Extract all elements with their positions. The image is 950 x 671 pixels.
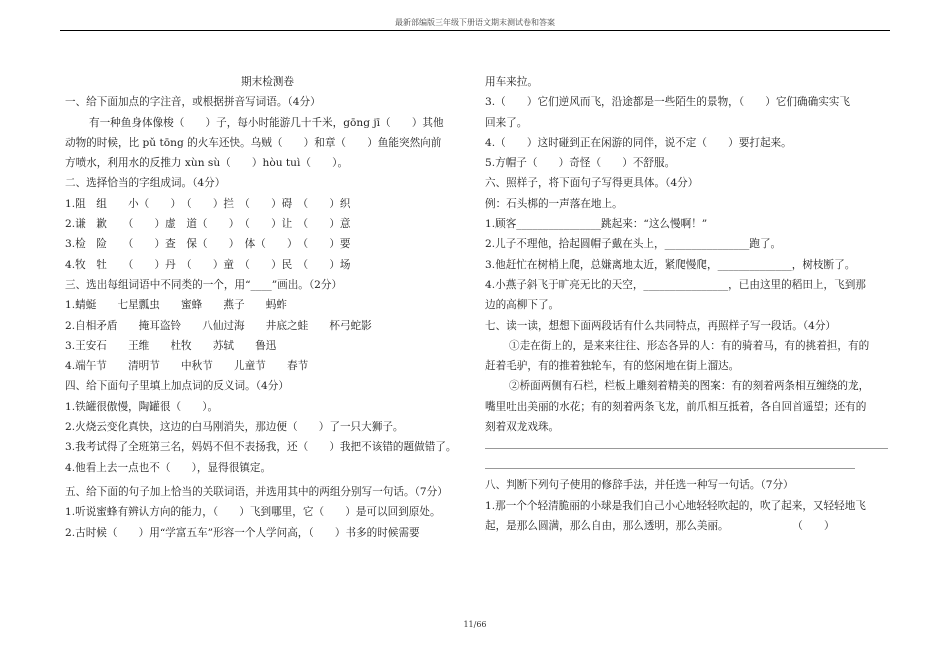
text-line: 2.儿子不理他，拾起圆帽子戴在头上，________________跑了。 xyxy=(485,238,782,251)
answer-line xyxy=(485,468,855,469)
text-line: 方喷水，利用水的反推力 xùn sù（ ）hòu tuì（ ）。 xyxy=(65,157,349,170)
text-line: 三、选出每组词语中不同类的一个，用“____”画出。（2分） xyxy=(65,278,343,291)
text-line: 边的高柳下了。 xyxy=(485,299,560,312)
text-line: ①走在街上的，是来来往往、形态各异的人：有的骑着马，有的挑着担，有的 xyxy=(509,339,870,352)
page-number: 11/66 xyxy=(463,620,487,629)
text-line: 八、判断下列句子使用的修辞手法，并任选一种写一句话。（7分） xyxy=(485,479,794,492)
right-column xyxy=(485,72,890,536)
text-line: 动物的时候，比 pǔ tōng 的火车还快。乌贼（ ）和章（ ）鱼能突然向前 xyxy=(65,136,442,149)
page-header: 最新部编版三年级下册语文期末测试卷和答案 xyxy=(395,18,555,27)
text-line: 4.小燕子斜飞于旷亮无比的天空，________________，已由这里的稻田上，飞到那 xyxy=(485,278,866,291)
text-line: 五、给下面的句子加上恰当的关联词语，并选用其中的两组分别写一句话。（7分） xyxy=(65,485,448,498)
paper-title: 期末检测卷 xyxy=(241,76,294,88)
text-line: 3.（ ）它们逆风而飞，沿途都是一些陌生的景物，（ ）它们确确实实飞 xyxy=(485,96,850,109)
text-line: 七、读一读，想想下面两段话有什么共同特点，再照样子写一段话。（4分） xyxy=(485,319,837,332)
text-line: 2.谦 歉 （ ）虚 道（ ） （ ）让 （ ）意 xyxy=(65,218,351,231)
text-line: 1.那一个个轻清脆丽的小球是我们自己小心地轻轻吹起的，吹了起来，又轻轻地飞 xyxy=(485,499,866,512)
text-line: 有一种鱼身体像梭（ ）子，每小时能游几十千米，gōng jī（ ）其他 xyxy=(89,116,444,129)
text-line: 用车来拉。 xyxy=(485,76,538,88)
text-line: 4.他看上去一点也不（ ），显得很镇定。 xyxy=(65,461,272,474)
text-line: 一、给下面加点的字注音，或根据拼音写词语。（4分） xyxy=(65,96,321,109)
text-line: 嘴里吐出美丽的水花；有的刻着两条飞龙，前爪相互抵着，各自回首遥望；还有的 xyxy=(485,400,867,413)
text-line: 4.（ ）这时碰到正在闲游的同伴，说不定（ ）要打起来。 xyxy=(485,136,792,149)
text-line: 1.蜻蜓 七星瓢虫 蜜蜂 燕子 蚂蚱 xyxy=(65,299,287,312)
text-line: 例：石头梆的一声落在地上。 xyxy=(485,197,623,210)
answer-line xyxy=(485,448,888,449)
text-line: 起，是那么圆满，那么自由，那么透明，那么美丽。 （ ） xyxy=(485,519,835,532)
text-line: 4.端午节 清明节 中秋节 儿童节 春节 xyxy=(65,360,309,373)
text-line: 3.检 险 （ ）查 保（ ） 体（ ） （ ）要 xyxy=(65,238,351,251)
text-line: 六、照样子，将下面句子写得更具体。（4分） xyxy=(485,177,699,190)
text-line: 1.顾客________________跳起来：“这么慢啊！” xyxy=(485,218,708,231)
text-line: 3.他赶忙在树梢上爬，总嫌离地太近，紧爬慢爬，______________，树枝断了。 xyxy=(485,258,856,271)
text-line: 2.古时候（ ）用“学富五车”形容一个人学问高，（ ）书多的时候需要 xyxy=(65,526,420,539)
text-line: 4.牧 牡 （ ）丹 （ ）童 （ ）民 （ ）场 xyxy=(65,258,351,271)
text-line: 四、给下面句子里填上加点词的反义词。（4分） xyxy=(65,380,289,393)
text-line: 1.阻 组 小（ ） （ ）拦 （ ）碍 （ ）织 xyxy=(65,197,351,210)
header-rule xyxy=(60,30,890,31)
text-line: 3.王安石 王维 杜牧 苏轼 鲁迅 xyxy=(65,339,277,352)
text-line: 二、选择恰当的字组成词。（4分） xyxy=(65,177,226,190)
text-line: 2.自相矛盾 掩耳盗铃 八仙过海 井底之蛙 杯弓蛇影 xyxy=(65,319,372,332)
left-column xyxy=(65,72,470,543)
text-line: 1.听说蜜蜂有辨认方向的能力，（ ）飞到哪里，它（ ）是可以回到原处。 xyxy=(65,506,441,519)
text-line: 刻着双龙戏珠。 xyxy=(485,421,560,434)
text-line: ②桥面两侧有石栏，栏板上雕刻着精美的图案：有的刻着两条相互缠绕的龙， xyxy=(509,380,870,393)
text-line: 3.我考试得了全班第三名，妈妈不但不表扬我，还（ ）我把不该错的题做错了。 xyxy=(65,441,457,454)
text-line: 5.方帽子（ ）奇怪（ ）不舒服。 xyxy=(485,157,676,170)
text-line: 赶着毛驴，有的推着独轮车，有的悠闲地在街上溜达。 xyxy=(485,360,740,373)
text-line: 2.火烧云变化真快，这边的白马刚消失，那边便（ ）了一只大狮子。 xyxy=(65,421,404,434)
text-line: 1.铁罐很傲慢，陶罐很（ ）。 xyxy=(65,400,219,413)
text-line: 回来了。 xyxy=(485,116,528,129)
